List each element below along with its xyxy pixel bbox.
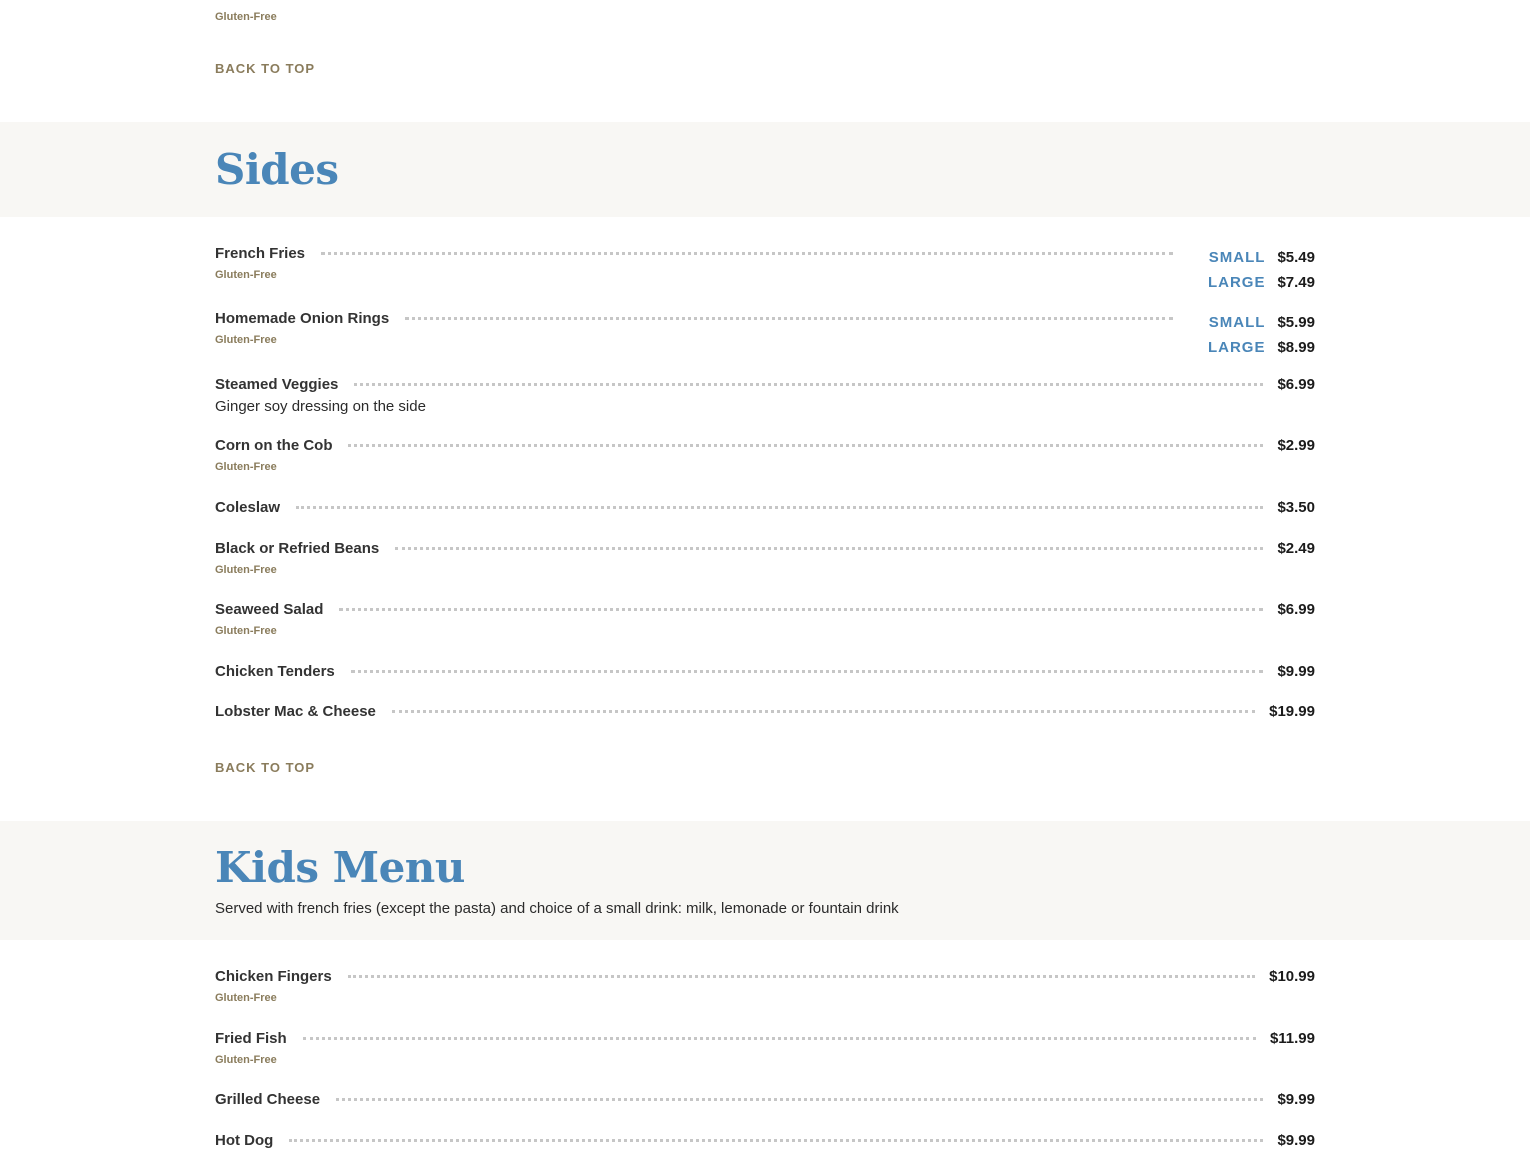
menu-item xyxy=(215,703,1315,725)
gluten-free-tag: Gluten-Free xyxy=(215,564,277,576)
gluten-free-tag: Gluten-Free xyxy=(215,1054,277,1066)
gluten-free-tag: Gluten-Free xyxy=(215,625,277,637)
gluten-free-tag: Gluten-Free xyxy=(215,461,277,473)
gluten-free-tag: Gluten-Free xyxy=(215,334,277,346)
menu-item xyxy=(215,540,1315,576)
item-name: French Fries xyxy=(215,245,306,262)
item-price: $6.99 xyxy=(1277,601,1315,618)
size-prices xyxy=(1208,245,1315,295)
menu-item xyxy=(215,310,1315,356)
item-name: Corn on the Cob xyxy=(215,437,333,454)
leader-dots xyxy=(321,252,1173,255)
back-to-top-link[interactable]: BACK TO TOP xyxy=(215,61,316,76)
item-price: $19.99 xyxy=(1269,703,1315,720)
menu-item xyxy=(215,968,1315,1004)
item-name: Homemade Onion Rings xyxy=(215,310,390,327)
item-name: Lobster Mac & Cheese xyxy=(215,703,376,720)
item-name: Fried Fish xyxy=(215,1030,287,1047)
leader-dots xyxy=(336,1098,1263,1101)
item-name: Grilled Cheese xyxy=(215,1091,321,1108)
item-name: Coleslaw xyxy=(215,499,281,516)
item-price: $5.49 xyxy=(1277,249,1315,266)
leader-dots xyxy=(395,547,1263,550)
size-label: SMALL xyxy=(1208,249,1266,266)
item-price: $8.99 xyxy=(1277,339,1315,356)
item-name: Steamed Veggies xyxy=(215,376,339,393)
section-description: Served with french fries (except the pasta) and choice of a small drink: milk, lemonade or fountain drink xyxy=(215,900,899,917)
leader-dots xyxy=(289,1139,1263,1142)
menu-item xyxy=(215,245,1315,291)
leader-dots xyxy=(354,383,1263,386)
item-price: $7.49 xyxy=(1277,274,1315,291)
gluten-free-tag: Gluten-Free xyxy=(215,992,277,1004)
menu-item xyxy=(215,376,1315,415)
menu-item xyxy=(215,663,1315,685)
leader-dots xyxy=(348,444,1263,447)
menu-item xyxy=(215,1091,1315,1113)
item-price: $6.99 xyxy=(1277,376,1315,393)
item-price: $3.50 xyxy=(1277,499,1315,516)
item-note: Ginger soy dressing on the side xyxy=(215,398,426,415)
leader-dots xyxy=(339,608,1263,611)
section-title: Sides xyxy=(215,145,339,194)
leader-dots xyxy=(392,710,1255,713)
item-price: $2.99 xyxy=(1277,437,1315,454)
leader-dots xyxy=(405,317,1173,320)
leader-dots xyxy=(296,506,1263,509)
item-price: $10.99 xyxy=(1269,968,1315,985)
menu-item xyxy=(215,1030,1315,1066)
menu-item xyxy=(215,601,1315,637)
back-to-top-link[interactable]: BACK TO TOP xyxy=(215,760,316,775)
item-name: Seaweed Salad xyxy=(215,601,324,618)
item-price: $9.99 xyxy=(1277,663,1315,680)
menu-item xyxy=(215,499,1315,521)
leader-dots xyxy=(303,1037,1256,1040)
item-price: $9.99 xyxy=(1277,1091,1315,1108)
sides-header xyxy=(0,122,1530,217)
leader-dots xyxy=(348,975,1255,978)
item-name: Hot Dog xyxy=(215,1132,274,1149)
previous-section-end xyxy=(0,0,1530,122)
item-price: $9.99 xyxy=(1277,1132,1315,1149)
size-label: LARGE xyxy=(1207,339,1266,356)
leader-dots xyxy=(351,670,1264,673)
item-price: $5.99 xyxy=(1277,314,1315,331)
section-title: Kids Menu xyxy=(215,843,465,892)
gluten-free-tag: Gluten-Free xyxy=(215,11,277,23)
menu-item xyxy=(215,1132,1315,1154)
item-price: $2.49 xyxy=(1277,540,1315,557)
item-name: Chicken Fingers xyxy=(215,968,332,985)
menu-item xyxy=(215,437,1315,473)
size-label: SMALL xyxy=(1208,314,1266,331)
item-name: Black or Refried Beans xyxy=(215,540,380,557)
item-name: Chicken Tenders xyxy=(215,663,335,680)
gluten-free-tag: Gluten-Free xyxy=(215,269,277,281)
kids-menu-header xyxy=(0,821,1530,940)
size-label: LARGE xyxy=(1207,274,1266,291)
item-price: $11.99 xyxy=(1269,1030,1315,1047)
size-prices xyxy=(1208,310,1315,360)
